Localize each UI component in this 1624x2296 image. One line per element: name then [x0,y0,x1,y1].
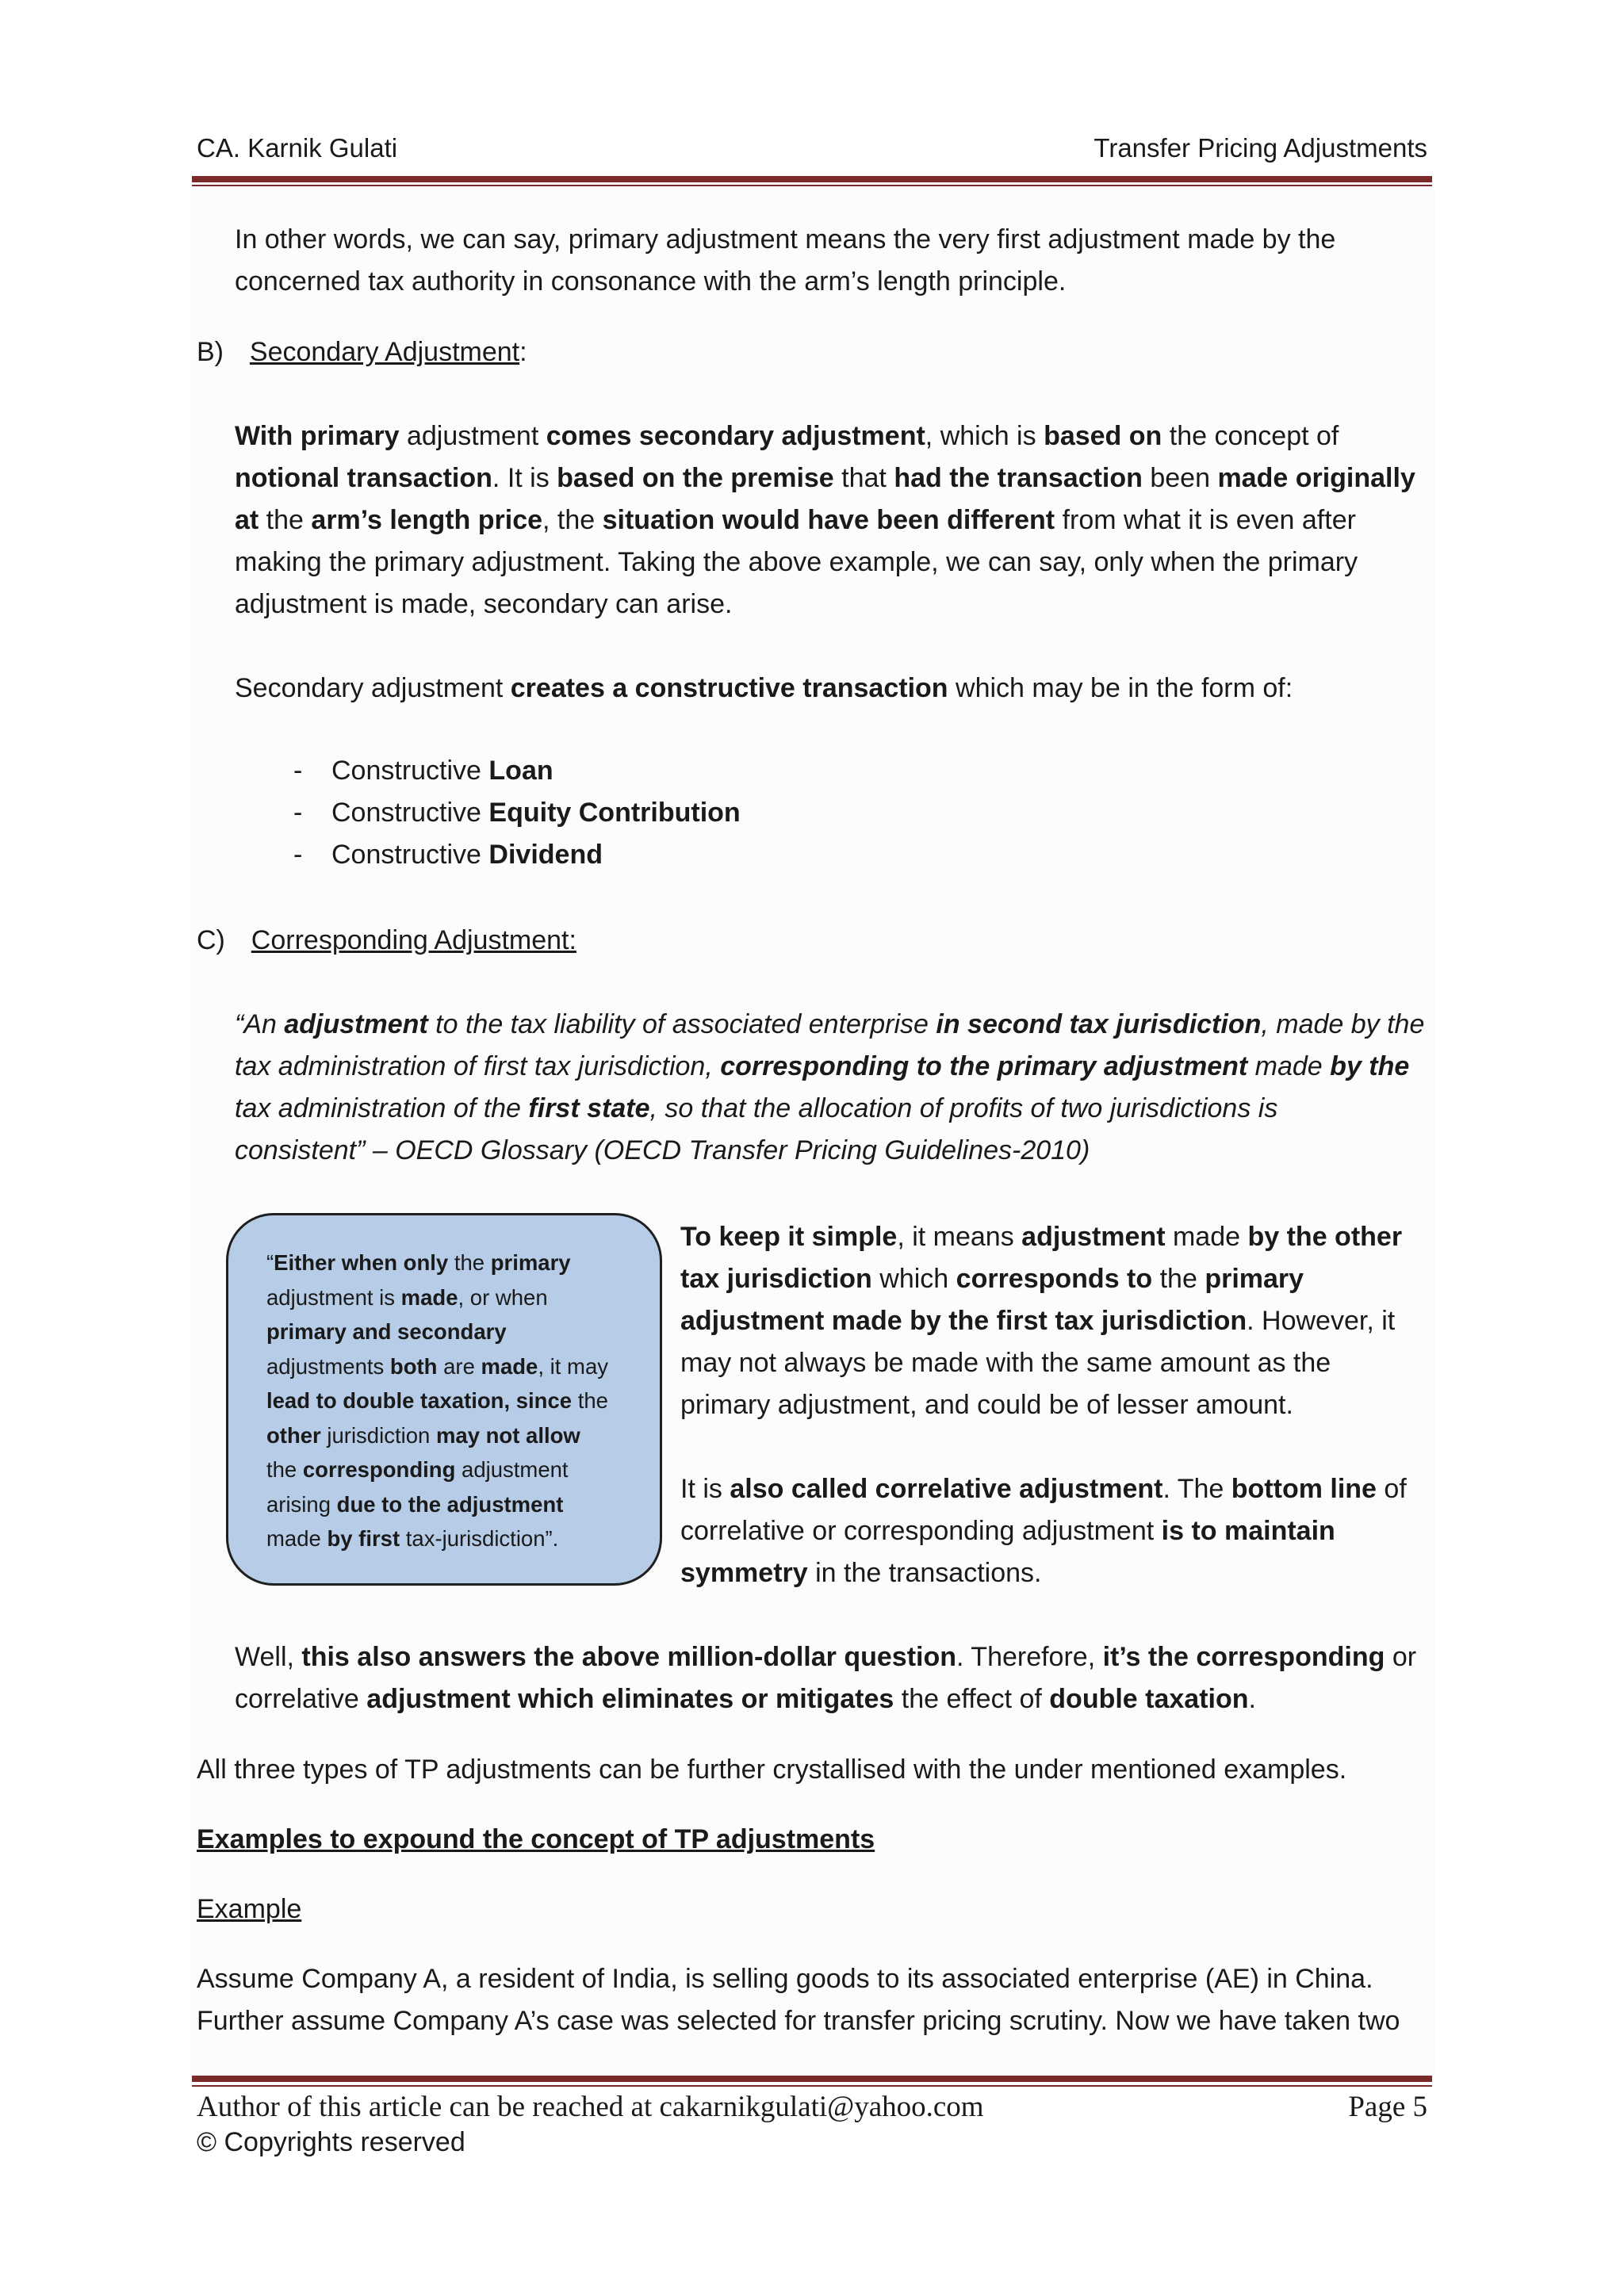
text-run: from what it is even after [1055,505,1356,535]
text-line [266,1452,639,1487]
text-line [235,1046,1424,1088]
secondary-marker: B) [197,337,224,367]
page-footer [197,2090,1427,2160]
text-run: tax administration of the [235,1093,529,1123]
text-line [680,1342,1402,1384]
text-run: adjustment made by the first tax jurisdiction [680,1306,1247,1336]
text-run: adjustment [399,421,546,451]
primary-line-2: concerned tax authority in consonance with the arm’s length principle. [235,266,1067,297]
text-run: based on [1044,421,1162,451]
text-line [680,1216,1402,1258]
text-run: situation would have been different [602,505,1055,535]
list-dash: - [293,840,303,870]
list-dash: - [293,756,303,786]
header-author: CA. Karnik Gulati [197,133,398,163]
text-run: making the primary adjustment. Taking the above example, we can say, only when the primary [235,547,1358,577]
text-run: the [572,1388,608,1413]
text-line [266,1418,639,1453]
summary-paragraph: All three types of TP adjustments can be further crystallised with the under mentioned examples. [197,1755,1347,1785]
text-line [235,1636,1416,1678]
text-run: made [266,1526,327,1551]
text-run: , so that the allocation of profits of two jurisdictions is [649,1093,1278,1123]
text-run: . [1248,1684,1256,1714]
text-run: tax jurisdiction [680,1264,872,1294]
text-run: the [1152,1264,1205,1294]
list-item-prefix: Constructive [331,756,489,786]
text-run: adjustment [284,1009,428,1039]
text-run: adjustments [266,1353,390,1379]
text-run: . Therefore, [956,1642,1103,1672]
text-run: corresponding to the primary adjustment [720,1051,1248,1081]
text-run: are [437,1353,481,1379]
text-run: It is [680,1474,730,1504]
text-run: this also answers the above million-dollar question [301,1642,957,1672]
text-run: , made by the [1261,1009,1425,1039]
text-run: tax-jurisdiction”. [400,1526,559,1551]
side-paragraph-1 [680,1216,1402,1426]
primary-line-1: In other words, we can say, primary adjustment means the very first adjustment made by the [235,224,1336,254]
text-run: , it may [538,1353,608,1379]
list-item-prefix: Constructive [331,798,489,828]
page-number: Page 5 [1348,2091,1427,2123]
corresponding-heading [197,920,576,962]
secondary-paragraph-1 [235,415,1415,626]
text-run: lead to double taxation, since [266,1388,573,1413]
text-line [266,1314,639,1349]
example-line-1: Assume Company A, a resident of India, is selling goods to its associated enterprise (AE) in China. [197,1964,1373,1994]
secondary-heading [197,331,527,373]
text-run: primary [490,1250,571,1275]
example-paragraph [197,1958,1400,2042]
text-run: adjustment which eliminates or mitigates [366,1684,894,1714]
text-run: corresponds to [956,1264,1153,1294]
text-run: , or when [458,1284,548,1310]
text-run: primary [1205,1264,1304,1294]
text-run: primary and secondary [266,1319,507,1344]
text-run: To keep it simple [680,1222,898,1252]
text-line [680,1384,1402,1426]
text-run: had the transaction [894,463,1143,493]
text-run: been [1142,463,1218,493]
primary-paragraph [235,219,1335,303]
text-run: adjustment is [266,1284,401,1310]
text-line [266,1246,639,1280]
text-run: arm’s length price [311,505,543,535]
text-run: Either when only [274,1250,449,1275]
examples-heading: Examples to expound the concept of TP adjustments [197,1824,875,1854]
text-run: made originally [1217,463,1415,493]
text-run: made [400,1284,458,1310]
text-run: corresponding [302,1457,456,1482]
text-run: based on the premise [557,463,834,493]
text-run: in the transactions. [807,1558,1042,1588]
text-run: other [266,1422,321,1448]
text-run: , the [542,505,603,535]
text-run: correlative or corresponding adjustment [680,1516,1162,1546]
text-run: . The [1162,1474,1231,1504]
text-line [235,1678,1416,1720]
text-run: may not allow [435,1422,580,1448]
list-item-bold: Loan [488,756,553,786]
footer-rule-thick [192,2076,1432,2082]
text-run: the concept of [1162,421,1339,451]
text-run: tax administration of first tax jurisdiction, [235,1051,721,1081]
text-line [266,1280,639,1315]
text-line [235,457,1415,499]
text-run: adjustment [455,1457,569,1482]
text-run: in second tax jurisdiction [936,1009,1262,1039]
text-run: first state [528,1093,650,1123]
text-run: comes secondary adjustment [546,421,925,451]
header-title: Transfer Pricing Adjustments [1094,133,1427,163]
text-run: double taxation [1049,1684,1249,1714]
text-run: made [1165,1222,1248,1252]
text-line [235,1004,1424,1046]
text-run: which may be in the form of: [948,673,1293,703]
text-run: “An [235,1009,285,1039]
text-run: by the [1330,1051,1410,1081]
text-line [266,1521,639,1556]
text-run: the effect of [894,1684,1050,1714]
text-line [235,1088,1424,1130]
text-line [266,1487,639,1522]
text-run: . However, it [1247,1306,1396,1336]
text-run: by first [327,1526,400,1551]
text-run: at [235,505,259,535]
text-run: symmetry [680,1558,808,1588]
text-run: “ [266,1250,274,1275]
text-run: adjustment [1021,1222,1166,1252]
callout-text [266,1246,639,1556]
text-run: due to the adjustment [336,1491,564,1517]
text-line [680,1552,1407,1594]
text-run: is to maintain [1161,1516,1335,1546]
list-dash: - [293,798,303,828]
text-run: to the tax liability of associated enterprise [427,1009,936,1039]
text-line [235,584,1415,626]
text-run: correlative [235,1684,367,1714]
text-run: both [389,1353,438,1379]
text-run: bottom line [1231,1474,1377,1504]
corresponding-marker: C) [197,925,225,955]
text-run: also called correlative adjustment [730,1474,1163,1504]
text-run: may not always be made with the same amount as the [680,1348,1331,1378]
text-run: jurisdiction [320,1422,436,1448]
text-run: With primary [235,421,400,451]
text-run: the [259,505,312,535]
text-run: consistent” – OECD Glossary (OECD Transfer Pricing Guidelines-2010) [235,1135,1090,1165]
text-run: of [1376,1474,1407,1504]
callout-box [226,1213,662,1586]
footer-rule-thin [192,2085,1432,2087]
example-line-2: Further assume Company A’s case was selected for transfer pricing scrutiny. Now we have taken two [197,2006,1400,2036]
text-line [235,415,1415,457]
text-run: Well, [235,1642,302,1672]
page-header [197,133,1427,173]
footer-contact: Author of this article can be reached at cakarnikgulati@yahoo.com [197,2091,984,2123]
text-line [235,499,1415,541]
list-item-bold: Dividend [488,840,603,870]
text-run: made [481,1353,538,1379]
text-line [680,1258,1402,1300]
example-label: Example [197,1894,302,1924]
text-run: creates a constructive transaction [510,673,948,703]
list-item-prefix: Constructive [331,840,489,870]
text-run: arising [266,1491,337,1517]
text-run: adjustment is made, secondary can arise. [235,589,733,619]
text-run: that [833,463,894,493]
oecd-quote [235,1004,1424,1172]
text-run: the [448,1250,491,1275]
text-run: the [266,1457,303,1482]
text-run: which [871,1264,956,1294]
text-line [266,1383,639,1418]
header-rule-thick [192,176,1432,182]
text-run: or [1385,1642,1417,1672]
text-run: Secondary adjustment [235,673,511,703]
secondary-heading-text: Secondary Adjustment [249,337,520,367]
header-rule-thin [192,185,1432,186]
text-run: primary adjustment, and could be of lesser amount. [680,1390,1293,1420]
text-run: made [1247,1051,1331,1081]
footer-copyright: © Copyrights reserved [197,2127,465,2157]
text-run: . It is [492,463,557,493]
corresponding-heading-text: Corresponding Adjustment: [251,925,576,955]
text-line [680,1468,1407,1510]
secondary-heading-colon: : [519,337,527,367]
list-item-bold: Equity Contribution [488,798,741,828]
text-line [235,668,1293,710]
secondary-paragraph-2 [235,668,1293,710]
text-run: , which is [925,421,1044,451]
text-run: notional transaction [235,463,492,493]
text-line [235,541,1415,584]
text-run: , it means [897,1222,1022,1252]
text-line [266,1349,639,1384]
well-paragraph [235,1636,1416,1720]
text-run: by the other [1247,1222,1403,1252]
text-line [235,1130,1424,1172]
text-run: it’s the corresponding [1102,1642,1385,1672]
side-paragraph-2 [680,1468,1407,1594]
text-line [680,1300,1402,1342]
text-line [680,1510,1407,1552]
